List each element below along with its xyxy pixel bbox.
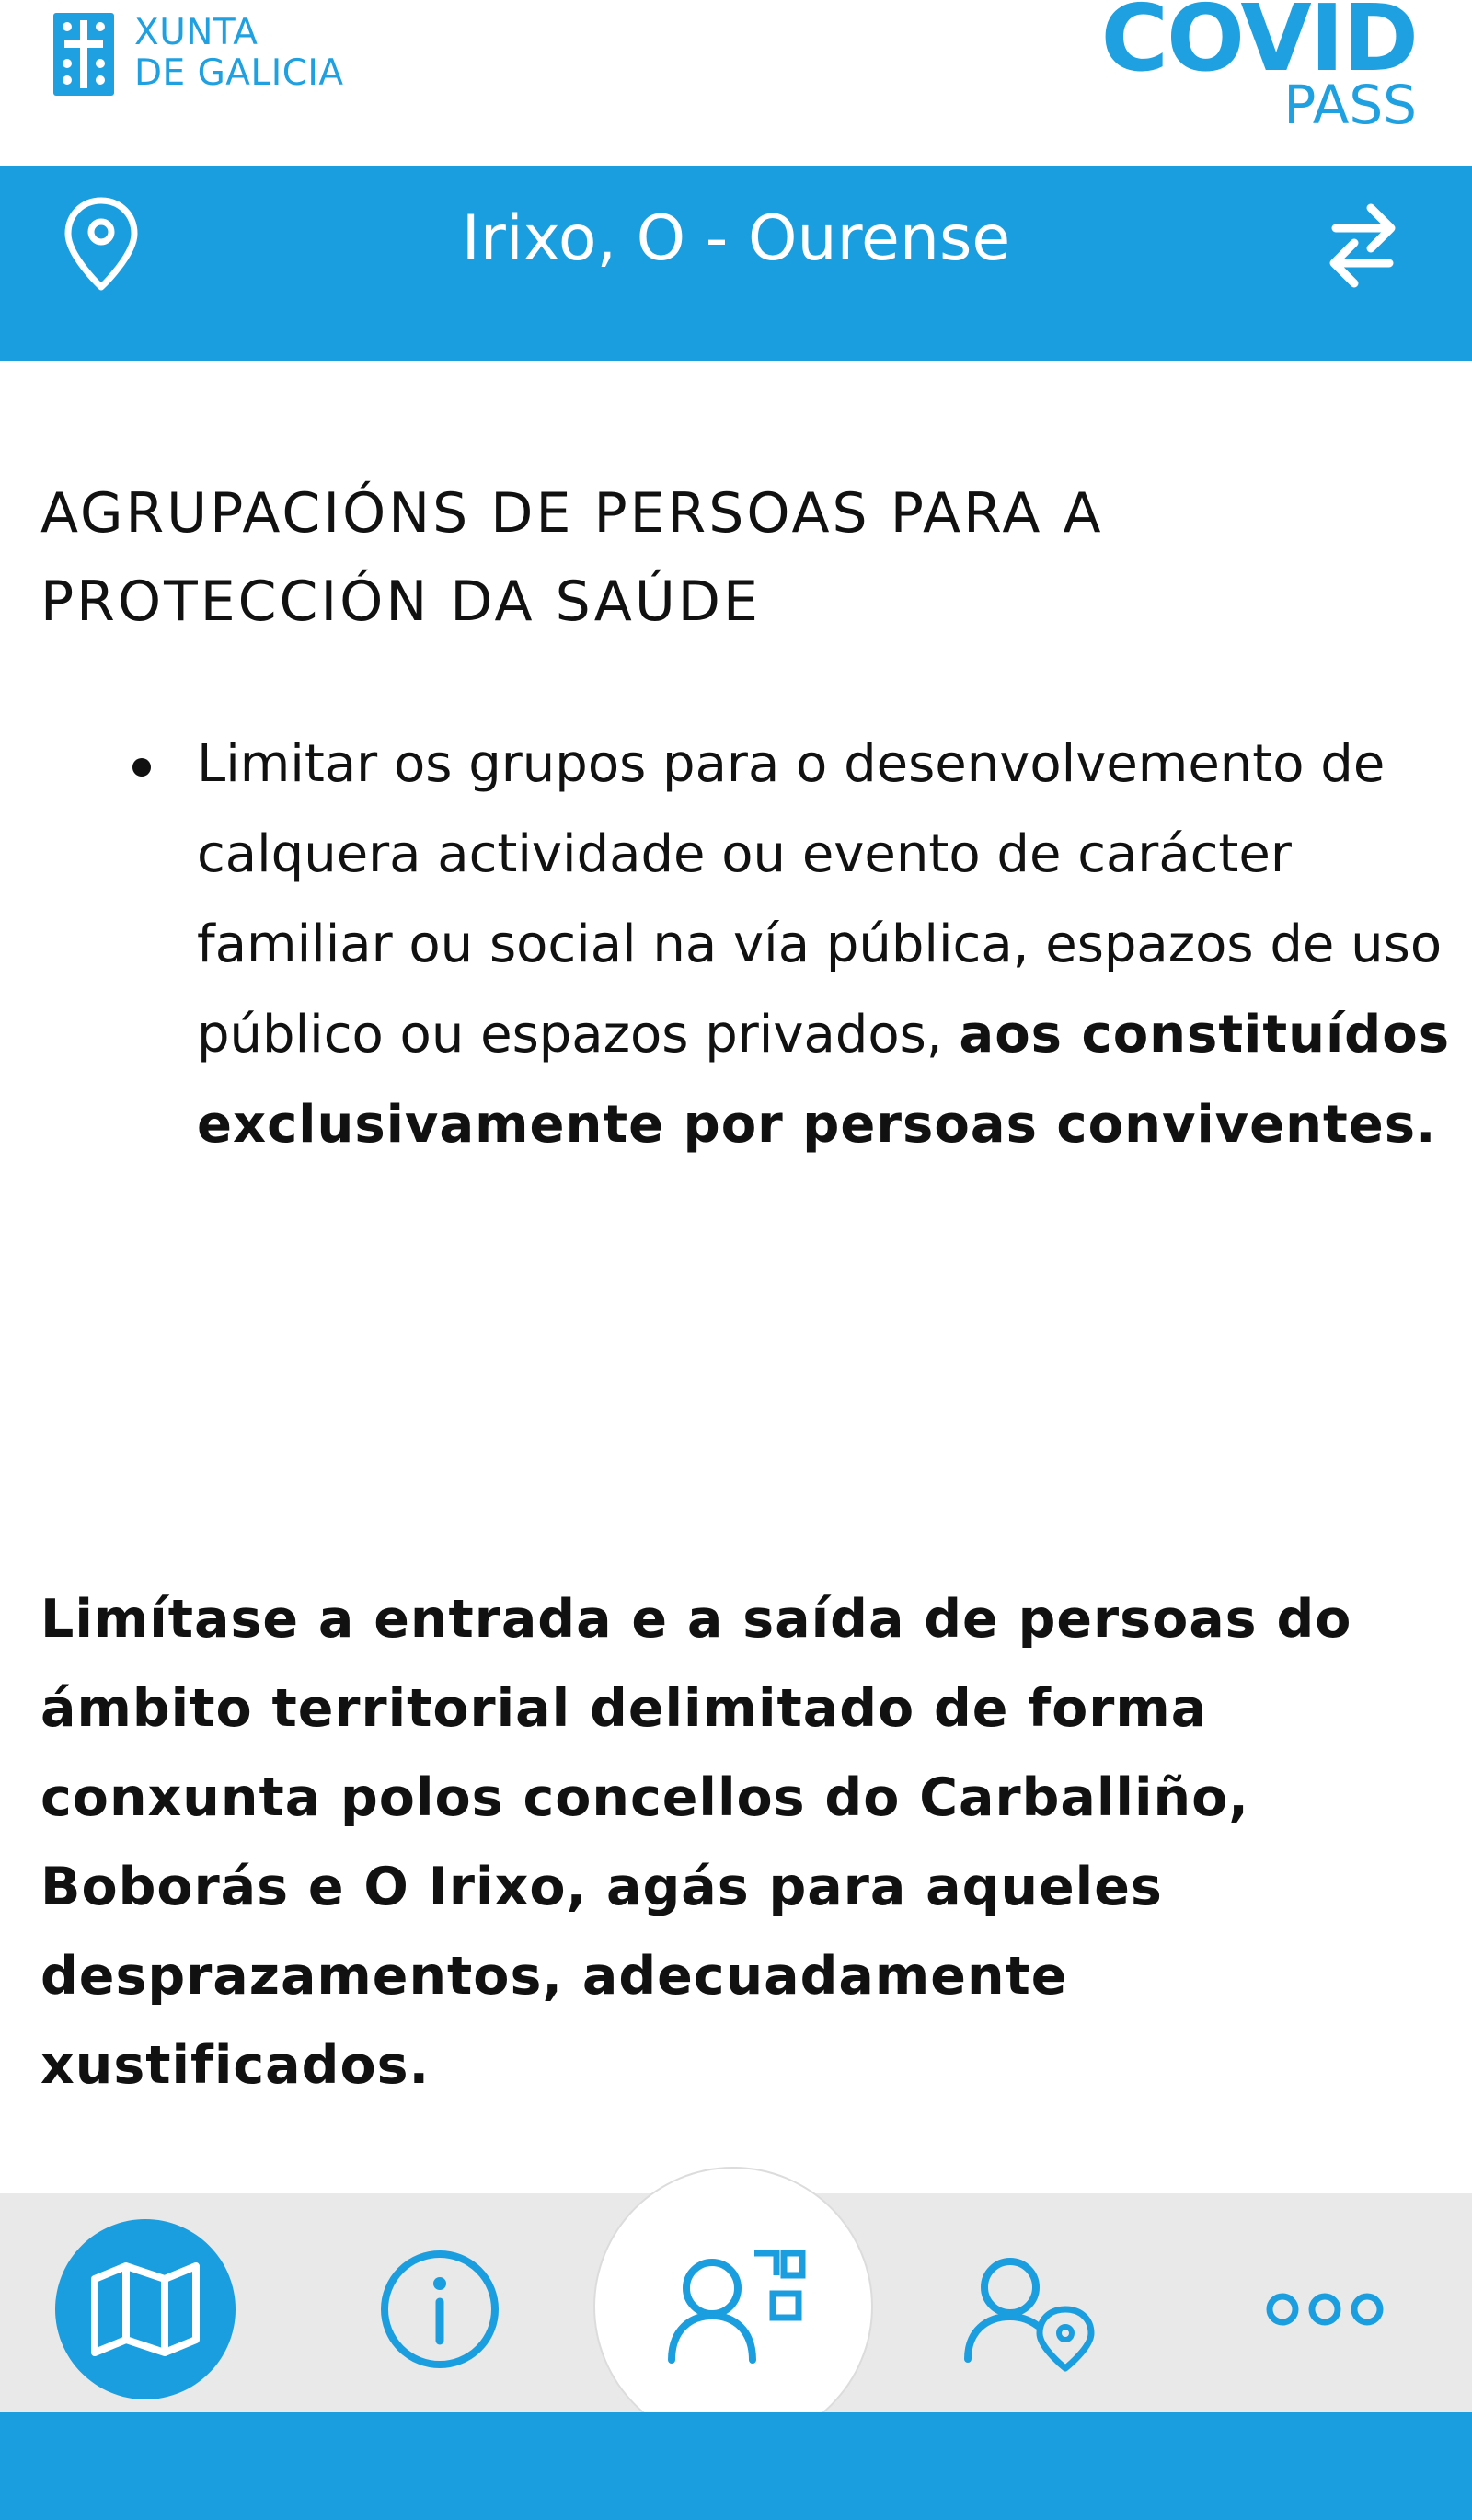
galicia-shield-icon	[53, 13, 114, 96]
covid-pass-logo	[1100, 0, 1417, 136]
location-bar	[0, 166, 1472, 361]
bullet-text	[197, 719, 1466, 1170]
xunta-brand-text	[134, 13, 344, 94]
covid-logo-word: COVID	[1100, 0, 1417, 92]
bullet-dot-icon	[132, 758, 151, 777]
app-header	[0, 0, 1472, 166]
bottom-navigation	[0, 2193, 1472, 2412]
swap-arrows-icon[interactable]	[1323, 195, 1402, 296]
nav-more-button[interactable]	[1233, 2217, 1417, 2401]
xunta-de-galicia-logo	[53, 13, 344, 96]
more-dots-icon	[1260, 2286, 1389, 2332]
bottom-color-strip	[0, 2412, 1472, 2520]
person-location-icon	[957, 2245, 1104, 2374]
bullet-regular-text: Limitar os grupos para o desenvolvemento de calquera actividade ou evento de carácter familiar ou social na vía pública, espazos de uso público ou espazos privados,	[197, 734, 1443, 1064]
brand-line-1: XUNTA	[134, 12, 259, 53]
nav-person-location-button[interactable]	[938, 2217, 1122, 2401]
mobility-paragraph: Limítase a entrada e a saída de persoas do ámbito territorial delimitado de forma conxunta polos concellos do Carballiño, Boborás e O Irixo, agás para aqueles desprazamentos, adecuadamente xustificados.	[40, 1589, 1352, 2096]
person-qr-icon	[655, 2240, 811, 2378]
pass-logo-word: PASS	[1283, 74, 1417, 136]
restrictions-content	[0, 361, 1472, 2193]
brand-line-2: DE GALICIA	[134, 52, 344, 94]
map-icon	[55, 2219, 236, 2399]
nav-info-button[interactable]	[348, 2217, 532, 2401]
nav-person-qr-button[interactable]	[641, 2217, 825, 2401]
info-icon	[375, 2245, 504, 2374]
location-title[interactable]: Irixo, O - Ourense	[461, 202, 1011, 275]
bullet-bold-text: aos constituídos exclusivamente por persoas conviventes.	[197, 1005, 1451, 1155]
section-title: AGRUPACIÓNS DE PERSOAS PARA A PROTECCIÓN DA SAÚDE	[40, 481, 1104, 634]
nav-map-button[interactable]	[53, 2217, 237, 2401]
